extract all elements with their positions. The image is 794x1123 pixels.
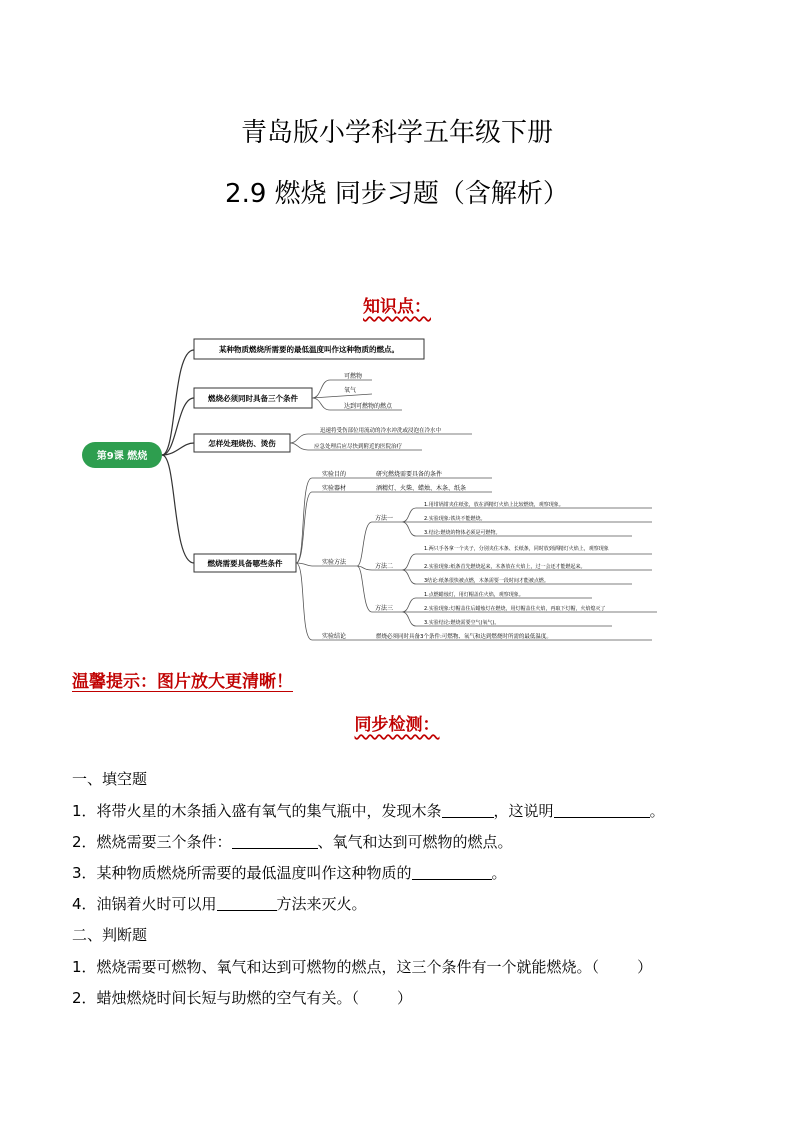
treatment-item: 应急处理后应尽快到附近的医院治疗 [314, 444, 403, 450]
method-step: 1.两只手各拿一个夹子，分别夹住木条、长纸条，同时放到酒精灯火焰上，观察现象 [424, 546, 609, 552]
answer-blank[interactable] [232, 833, 318, 849]
condition-item: 氧气 [344, 387, 357, 394]
section-true-false-heading: 二、判断题 [72, 926, 148, 944]
mind-map [72, 330, 672, 650]
practice-heading: 同步检测： [354, 715, 440, 735]
question-judge-2: 2．蜡烛燃烧时间长短与助燃的空气有关。（ ） [72, 989, 413, 1007]
method-step: 3.实验结论:燃烧需要空气(氧气)。 [424, 620, 500, 626]
knowledge-heading: 知识点： [363, 297, 431, 317]
svg-text:酒精灯、火柴、蜡烛、木条、纸条: 酒精灯、火柴、蜡烛、木条、纸条 [376, 485, 467, 492]
svg-text:燃烧必须同时具备3个条件:可燃物、氧气和达到燃烧时所需的最低: 燃烧必须同时具备3个条件:可燃物、氧气和达到燃烧时所需的最低温度。 [376, 634, 552, 640]
answer-blank[interactable] [554, 802, 650, 818]
svg-text:某种物质燃烧所需要的最低温度叫作这种物质的燃点。: 某种物质燃烧所需要的最低温度叫作这种物质的燃点。 [219, 345, 399, 354]
svg-text:方法三: 方法三 [375, 605, 394, 612]
method-step: 1.用坩埚钳夹住纸张，放在酒精灯火焰上比较燃烧，观察现象。 [424, 502, 564, 508]
question-judge-1: 1．燃烧需要可燃物、氧气和达到可燃物的燃点，这三个条件有一个就能燃烧。（ ） [72, 958, 653, 976]
treatment-item: 迅速将受伤部位用流动的冷水冲洗或浸泡在冷水中 [320, 428, 442, 434]
question-fill-4: 4．油锅着火时可以用 方法来灭火。 [72, 895, 367, 913]
svg-text:第9课 燃烧: 第9课 燃烧 [96, 451, 148, 462]
method-step: 1.点燃蜡烛灯，用灯帽盖住火焰，观察现象。 [424, 592, 524, 598]
mindmap-branch-ignition-point [194, 339, 424, 359]
svg-text:实验结论: 实验结论 [322, 633, 347, 640]
mindmap-branch-experiment [194, 470, 657, 640]
method-step: 3.结论:燃烧的物体必须是可燃物。 [424, 530, 501, 536]
answer-blank[interactable] [442, 802, 494, 818]
svg-text:研究燃烧需要具备的条件: 研究燃烧需要具备的条件 [376, 471, 443, 478]
question-fill-3: 3．某种物质燃烧所需要的最低温度叫作这种物质的 。 [72, 864, 507, 882]
condition-item: 达到可燃物的燃点 [344, 403, 393, 410]
svg-text:怎样处理烧伤、烫伤: 怎样处理烧伤、烫伤 [208, 439, 276, 448]
mindmap-branch-burn-treatment [194, 426, 472, 452]
question-fill-2: 2．燃烧需要三个条件： 、氧气和达到可燃物的燃点。 [72, 833, 513, 851]
method-step: 3结论:纸条很快被点燃，木条需要一段时间才能被点燃。 [424, 578, 549, 584]
svg-text:实验目的: 实验目的 [322, 471, 347, 478]
svg-text:燃烧需要具备哪些条件: 燃烧需要具备哪些条件 [207, 559, 283, 568]
method-step: 2.实验现象:纸条首先燃烧起来，木条放在火焰上，过一会还才能燃起来。 [424, 564, 586, 570]
condition-item: 可燃物 [344, 373, 363, 380]
answer-blank[interactable] [217, 895, 277, 911]
mindmap-root [82, 442, 162, 468]
svg-text:燃烧必须同时具备三个条件: 燃烧必须同时具备三个条件 [208, 394, 298, 403]
mindmap-branch-conditions [194, 372, 402, 410]
document-subtitle: 2.9 燃烧 同步习题（含解析） [225, 179, 569, 209]
method-step: 2.实验现象:灯帽盖住后蜡烛灯在燃烧，用灯帽盖住火焰，再取下灯帽，火焰熄灭了 [424, 606, 606, 612]
svg-text:方法二: 方法二 [375, 563, 394, 570]
document-title: 青岛版小学科学五年级下册 [240, 118, 553, 148]
svg-text:实验器材: 实验器材 [322, 485, 347, 492]
tip-note: 温馨提示：图片放大更清晰！ [72, 672, 293, 692]
svg-text:实验方法: 实验方法 [322, 559, 347, 566]
svg-text:方法一: 方法一 [375, 515, 394, 522]
question-fill-1: 1．将带火星的木条插入盛有氧气的集气瓶中，发现木条 ，这说明 。 [72, 802, 665, 820]
method-step: 2.实验现象:铁块不能燃烧。 [424, 516, 486, 522]
answer-blank[interactable] [412, 864, 492, 880]
section-fill-blank-heading: 一、填空题 [72, 770, 148, 788]
